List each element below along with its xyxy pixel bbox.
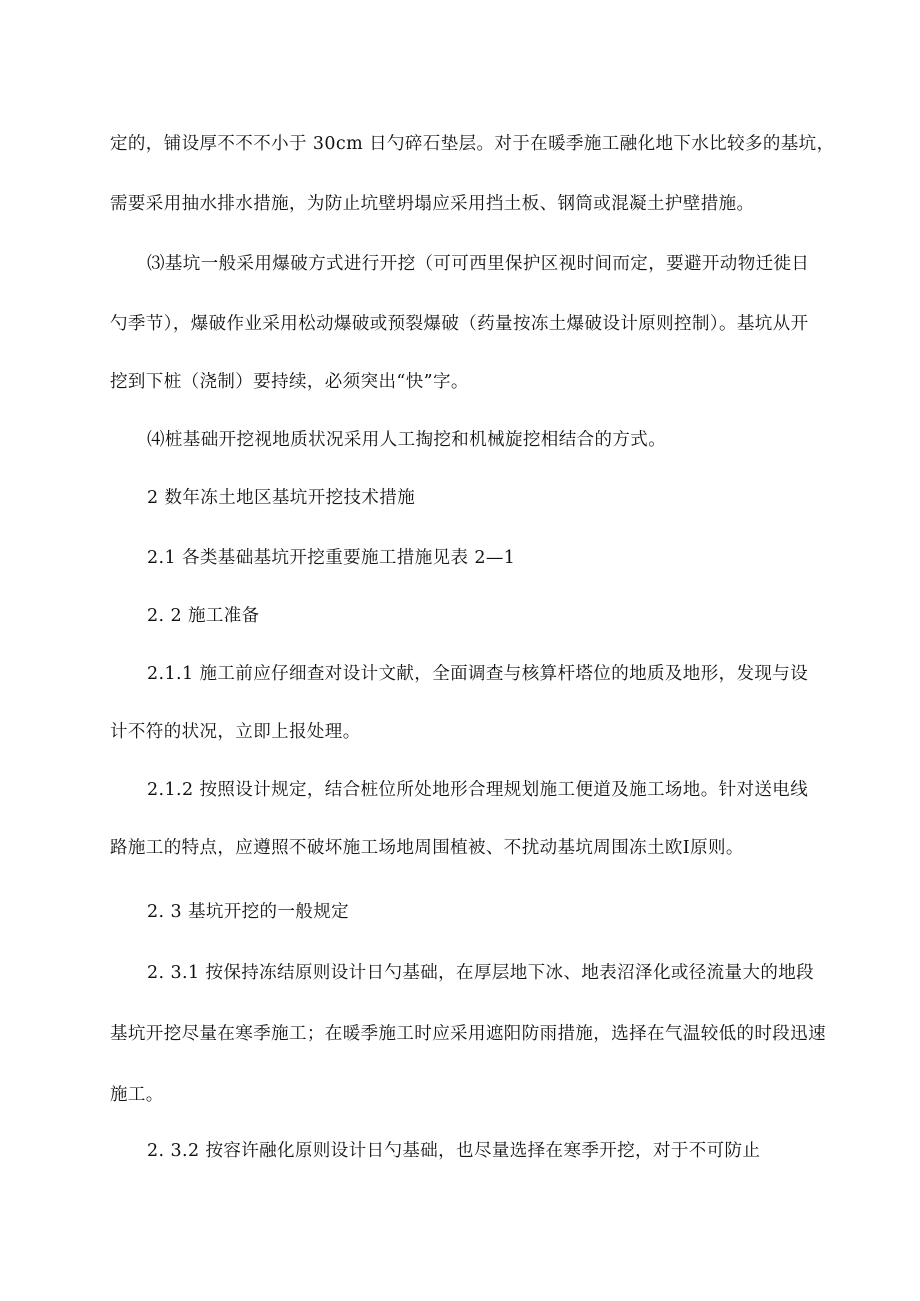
- section-heading: 2 数年冻土地区基坑开挖技术措施: [147, 488, 416, 508]
- text-line: 2.1.2 按照设计规定，结合桩位所处地形合理规划施工便道及施工场地。针对送电线: [147, 780, 809, 800]
- text-line: 勺季节），爆破作业采用松动爆破或预裂爆破（药量按冻土爆破设计原则控制）。基坑从开: [110, 314, 809, 334]
- text-line: 2.1.1 施工前应仔细查对设计文献，全面调查与核算杆塔位的地质及地形，发现与设: [147, 664, 809, 684]
- text-line: 2. 3.1 按保持冻结原则设计日勺基础，在厚层地下冰、地表沼泽化或径流量大的地段: [147, 963, 815, 983]
- text-line: 2.1 各类基础基坑开挖重要施工措施见表 2—1: [147, 548, 516, 568]
- text-line: 2. 3.2 按容许融化原则设计日勺基础，也尽量选择在寒季开挖，对于不可防止: [147, 1141, 761, 1161]
- text-line: 定的，铺设厚不不不小于 30cm 日勺碎石垫层。对于在暖季施工融化地下水比较多的基坑，: [110, 134, 835, 154]
- text-line: 路施工的特点，应遵照不破坏施工场地周围植被、不扰动基坑周围冻土欧Ⅰ原则。: [110, 838, 744, 858]
- text-line: 挖到下桩（浇制）要持续，必须突出“快”字。: [110, 372, 469, 392]
- text-line: ⑶基坑一般采用爆破方式进行开挖（可可西里保护区视时间而定，要避开动物迁徙日: [147, 254, 810, 274]
- section-heading: 2. 2 施工准备: [147, 606, 260, 626]
- text-line: ⑷桩基础开挖视地质状况采用人工掏挖和机械旋挖相结合的方式。: [147, 430, 667, 450]
- text-line: 计不符的状况，立即上报处理。: [110, 722, 361, 742]
- text-line: 施工。: [110, 1085, 164, 1105]
- section-heading: 2. 3 基坑开挖的一般规定: [147, 902, 350, 922]
- text-line: 需要采用抽水排水措施，为防止坑壁坍塌应采用挡土板、钢筒或混凝土护壁措施。: [110, 194, 755, 214]
- text-line: 基坑开挖尽量在寒季施工；在暖季施工时应采用遮阳防雨措施，选择在气温较低的时段迅速: [110, 1024, 826, 1044]
